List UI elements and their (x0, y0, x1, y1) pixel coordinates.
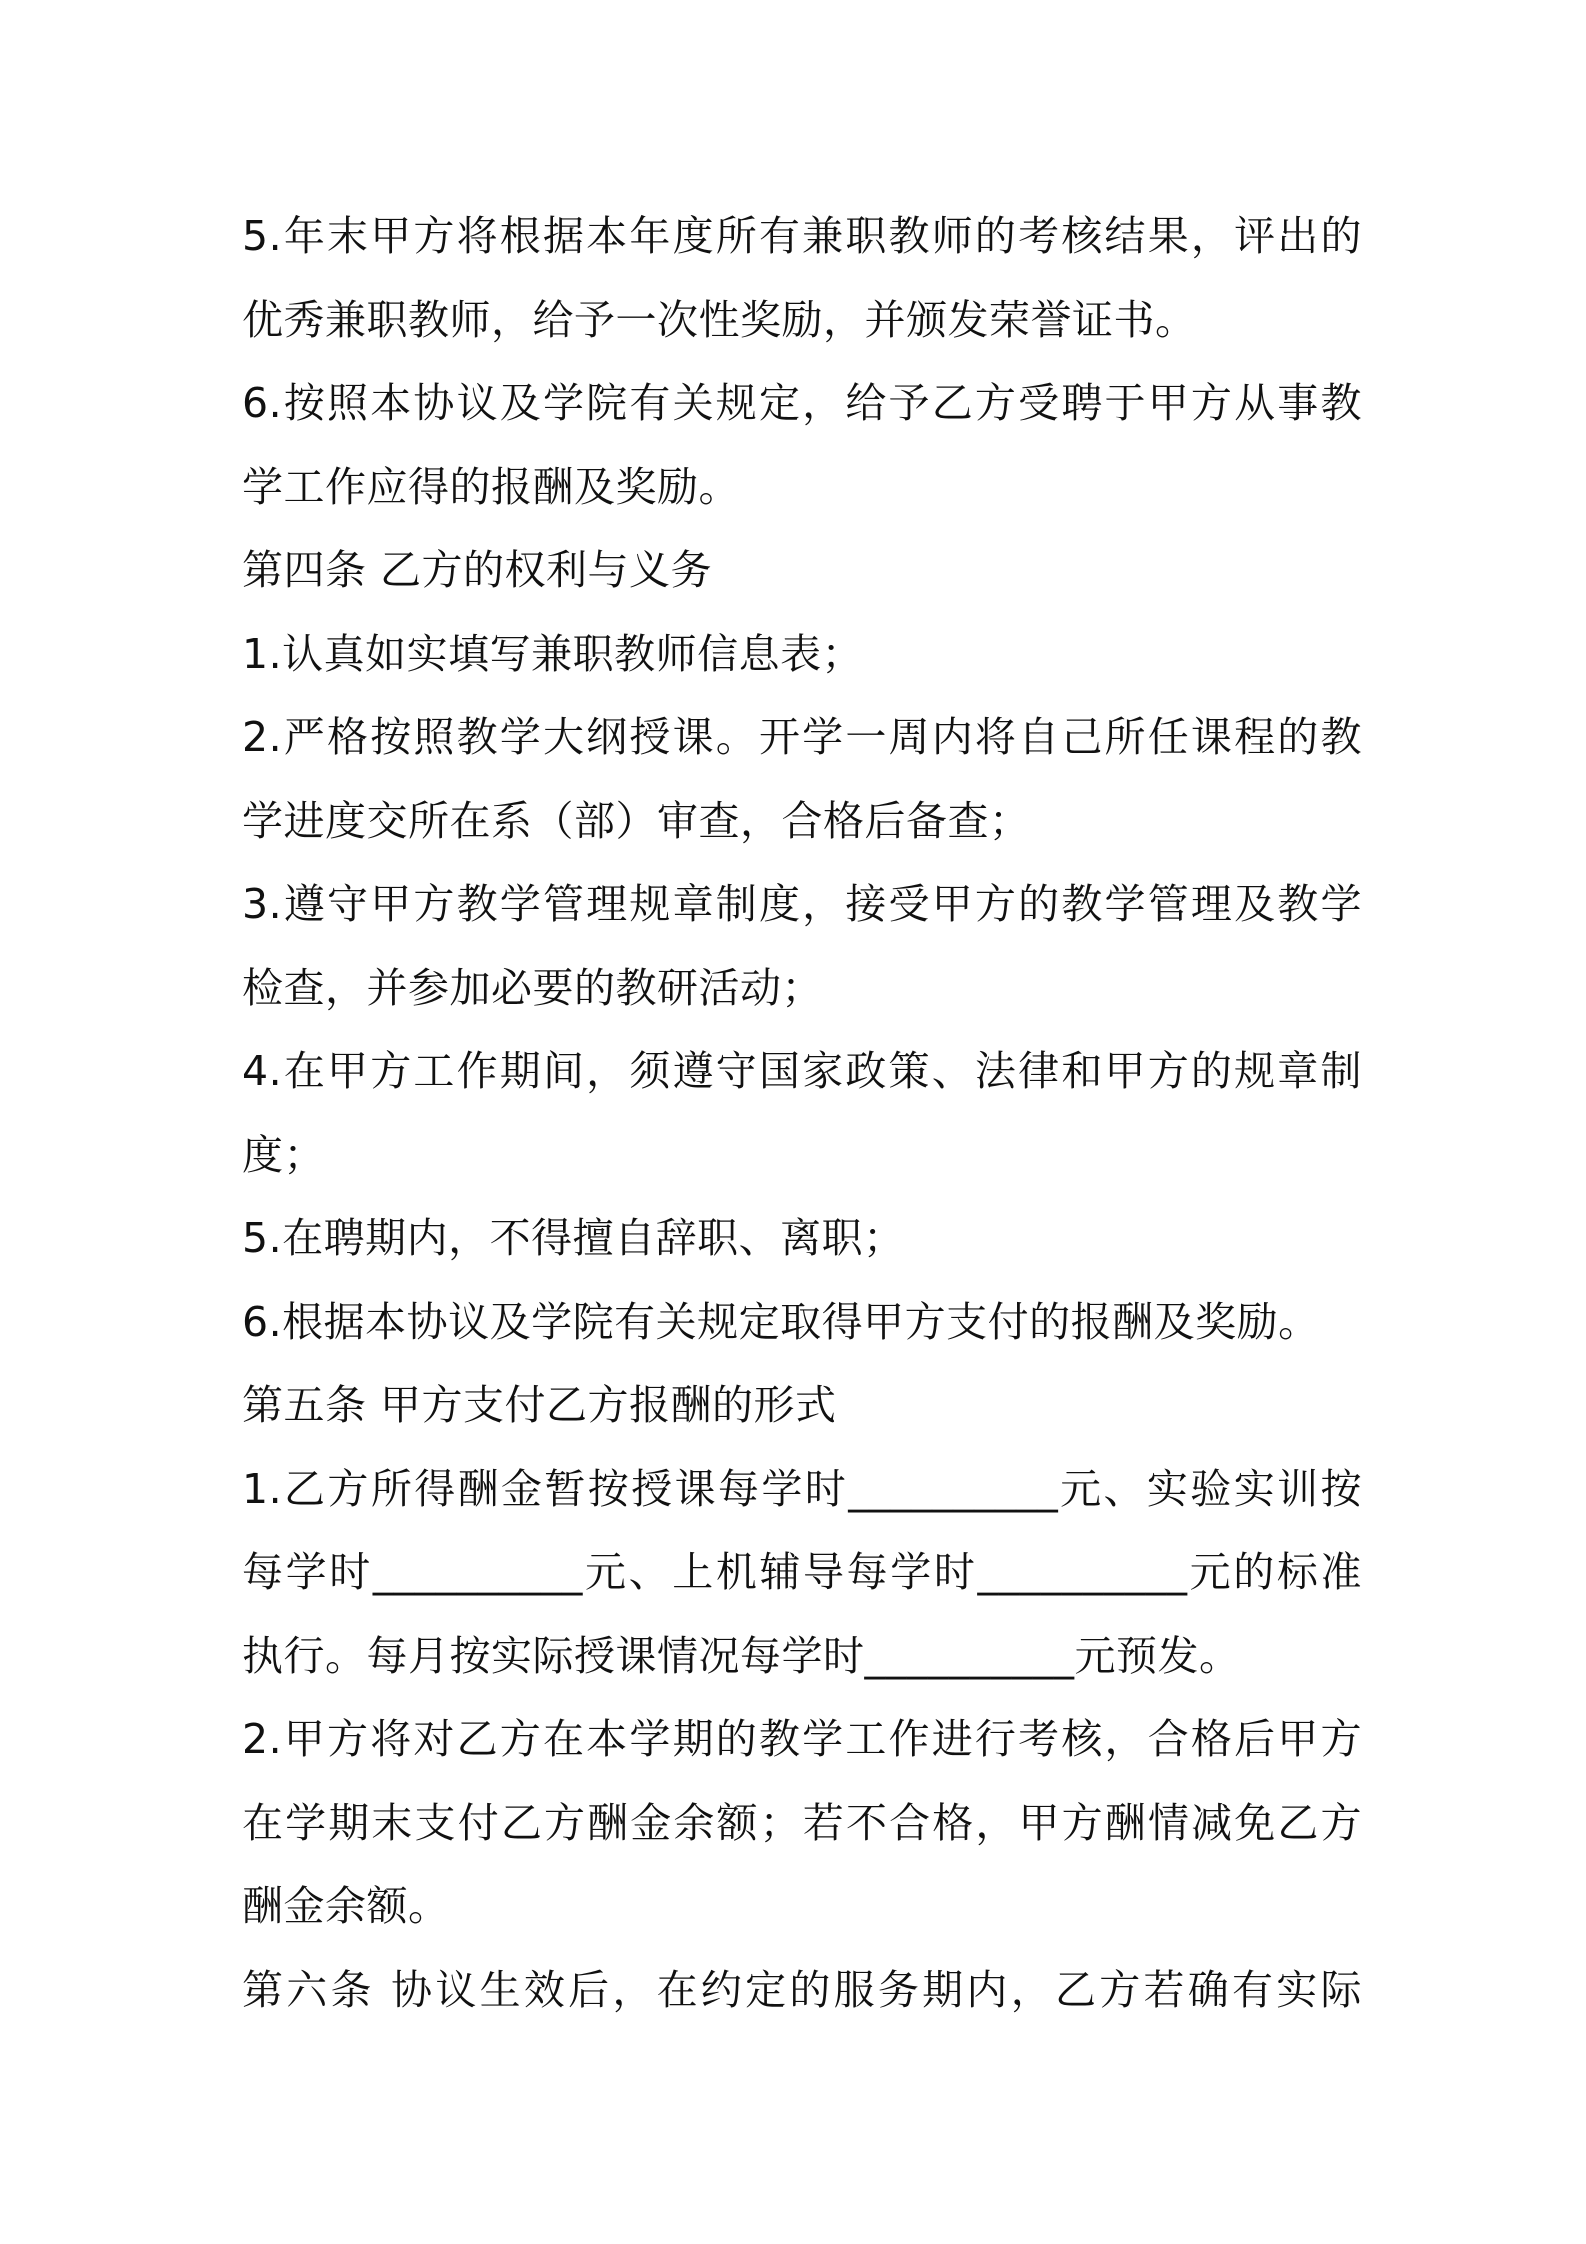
text-line: 2.严格按照教学大纲授课。开学一周内将自己所任课程的教 (242, 713, 1362, 761)
section-heading: 第五条 甲方支付乙方报酬的形式 (242, 1381, 837, 1429)
text-line: 度； (242, 1130, 325, 1179)
text-line: 每学时__________元、上机辅导每学时__________元的标准 (242, 1548, 1362, 1596)
text-line: 1.认真如实填写兼职教师信息表； (242, 629, 864, 678)
text-line: 1.乙方所得酬金暂按授课每学时__________元、实验实训按 (242, 1464, 1362, 1513)
text-line: 6.根据本协议及学院有关规定取得甲方支付的报酬及奖励。 (242, 1297, 1320, 1346)
text-line: 5.在聘期内，不得擅自辞职、离职； (242, 1214, 905, 1262)
section-heading: 第六条 协议生效后，在约定的服务期内，乙方若确有实际 (242, 1965, 1362, 2014)
text-line: 5.年末甲方将根据本年度所有兼职教师的考核结果，评出的 (242, 212, 1362, 260)
text-line: 3.遵守甲方教学管理规章制度，接受甲方的教学管理及教学 (242, 880, 1362, 928)
text-line: 2.甲方将对乙方在本学期的教学工作进行考核，合格后甲方 (242, 1715, 1362, 1763)
text-line: 执行。每月按实际授课情况每学时__________元预发。 (242, 1631, 1241, 1680)
section-heading: 第四条 乙方的权利与义务 (242, 546, 713, 594)
text-line: 学工作应得的报酬及奖励。 (242, 462, 740, 511)
text-line: 6.按照本协议及学院有关规定，给予乙方受聘于甲方从事教 (242, 379, 1362, 427)
text-line: 4.在甲方工作期间，须遵守国家政策、法律和甲方的规章制 (242, 1047, 1362, 1095)
text-line: 优秀兼职教师，给予一次性奖励，并颁发荣誉证书。 (242, 295, 1197, 344)
text-line: 在学期末支付乙方酬金余额；若不合格，甲方酬情减免乙方 (242, 1798, 1362, 1847)
text-line: 学进度交所在系（部）审查，合格后备查； (242, 796, 1031, 845)
text-line: 酬金余额。 (242, 1882, 450, 1930)
document-body (242, 195, 1362, 2032)
text-line: 检查，并参加必要的教研活动； (242, 963, 823, 1012)
